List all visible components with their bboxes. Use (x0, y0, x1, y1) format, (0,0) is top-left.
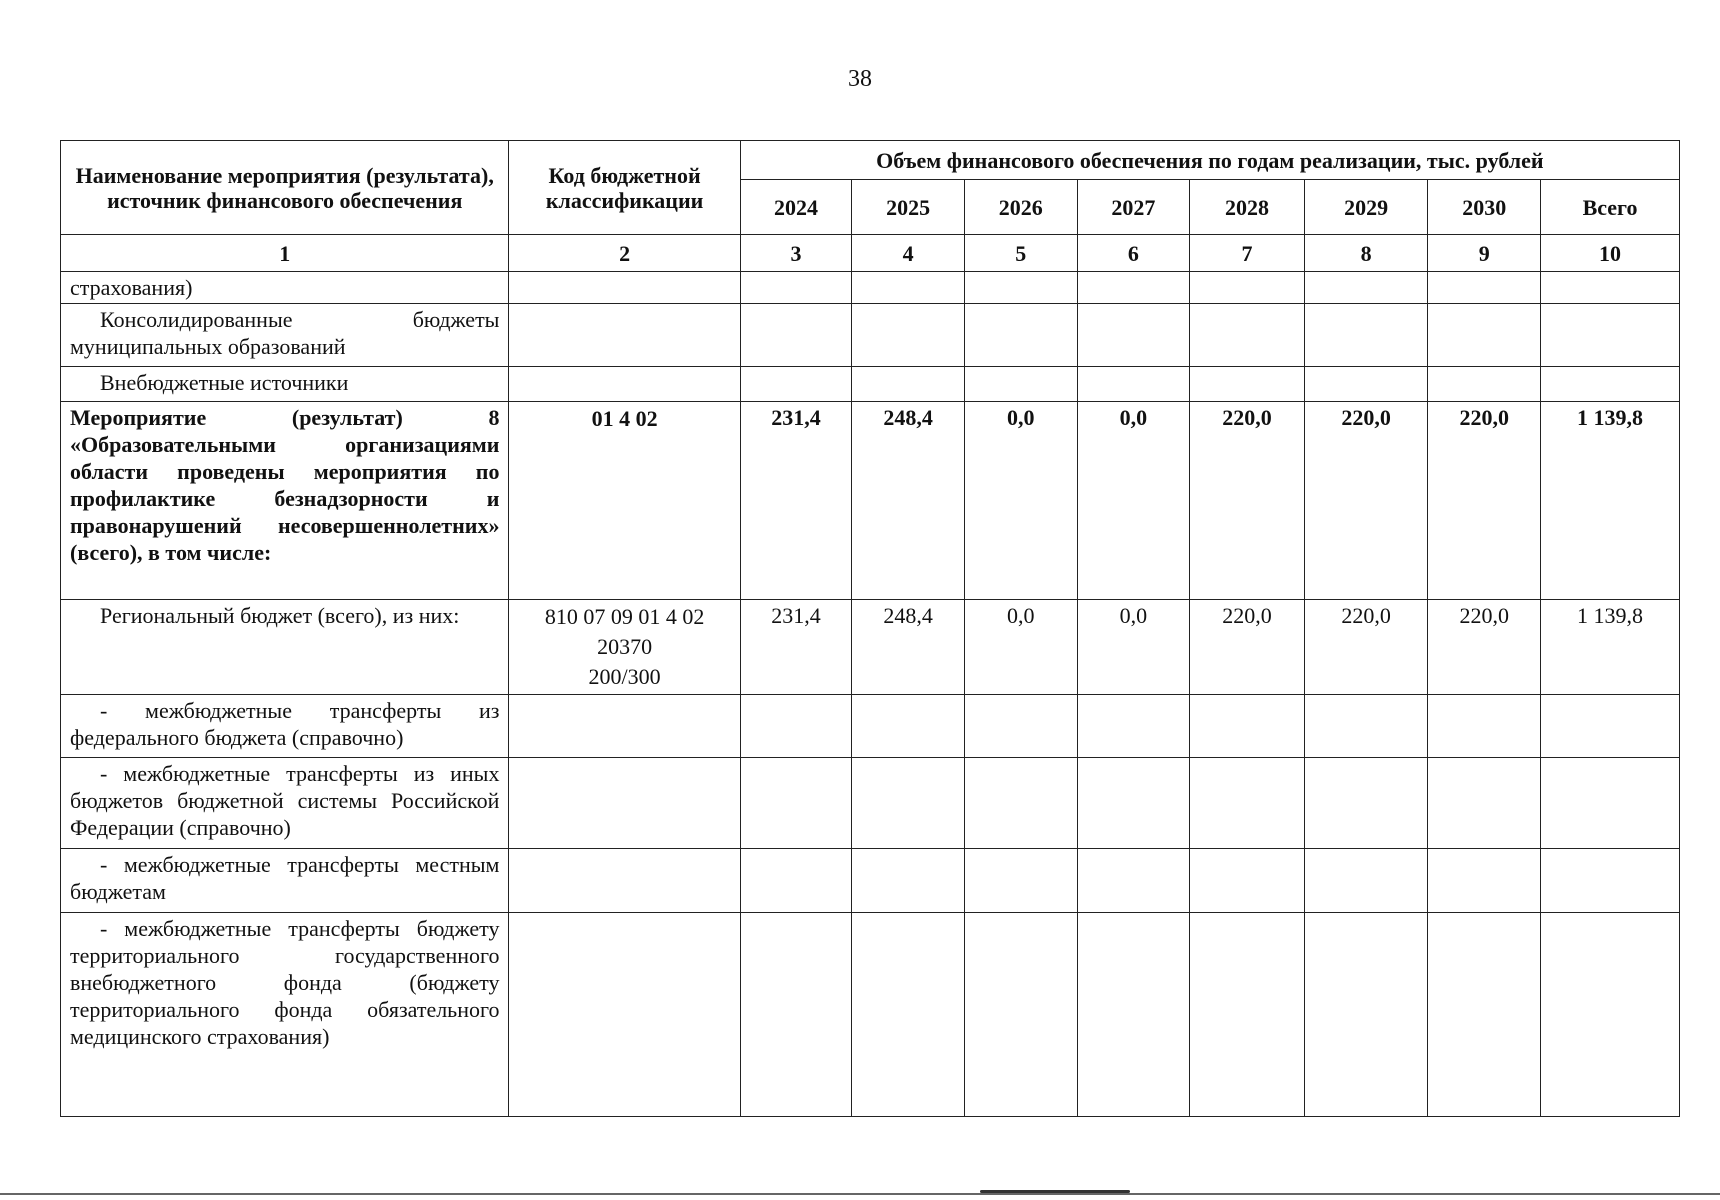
value-cell (852, 272, 965, 304)
row-code (509, 913, 740, 1117)
code-line: 200/300 (588, 664, 661, 689)
table-row (61, 758, 1680, 849)
value-cell-total: 1 139,8 (1541, 402, 1680, 600)
page-bottom-edge (0, 1193, 1720, 1195)
table-row (61, 849, 1680, 913)
value-cell (1541, 272, 1680, 304)
value-cell (1077, 272, 1190, 304)
value-cell (1190, 367, 1305, 402)
value-cell (1428, 367, 1541, 402)
value-cell (1541, 849, 1680, 913)
value-cell (1190, 695, 1305, 758)
row-code (509, 600, 740, 695)
header-year: 2027 (1077, 180, 1190, 235)
row-code (509, 849, 740, 913)
value-cell (852, 304, 965, 367)
column-number: 10 (1541, 235, 1680, 272)
value-cell (1541, 304, 1680, 367)
value-cell: 220,0 (1304, 402, 1428, 600)
value-cell: 220,0 (1190, 402, 1305, 600)
table-row (61, 272, 1680, 304)
row-name: Региональный бюджет (всего), из них: (61, 600, 509, 695)
column-number: 9 (1428, 235, 1541, 272)
value-cell (1428, 695, 1541, 758)
value-cell (740, 272, 852, 304)
header-year: 2029 (1304, 180, 1428, 235)
row-name: - межбюджетные трансферты бюджету территориального государственного внебюджетного фонда (бюджету территориального фонда обязательного медицинского страхования) (61, 913, 509, 1117)
value-cell: 0,0 (964, 600, 1077, 695)
value-cell (964, 758, 1077, 849)
value-cell (852, 913, 965, 1117)
value-cell (964, 272, 1077, 304)
value-cell (964, 367, 1077, 402)
value-cell (740, 849, 852, 913)
table-row-event (61, 402, 1680, 600)
value-cell (852, 849, 965, 913)
value-cell (1077, 304, 1190, 367)
row-name: - межбюджетные трансферты из иных бюджетов бюджетной системы Российской Федерации (справочно) (61, 758, 509, 849)
row-code (509, 367, 740, 402)
value-cell (852, 367, 965, 402)
value-cell: 0,0 (964, 402, 1077, 600)
value-cell-total: 1 139,8 (1541, 600, 1680, 695)
row-code: 01 4 02 (509, 402, 740, 600)
budget-table (60, 140, 1680, 1117)
column-number: 7 (1190, 235, 1305, 272)
row-name: Внебюджетные источники (61, 367, 509, 402)
header-total: Всего (1541, 180, 1680, 235)
column-number: 1 (61, 235, 509, 272)
value-cell: 220,0 (1190, 600, 1305, 695)
value-cell (1541, 695, 1680, 758)
column-number: 8 (1304, 235, 1428, 272)
value-cell (740, 304, 852, 367)
page-number: 38 (848, 66, 872, 92)
value-cell: 220,0 (1428, 402, 1541, 600)
table-row (61, 600, 1680, 695)
value-cell: 248,4 (852, 600, 965, 695)
value-cell (1190, 304, 1305, 367)
value-cell (1428, 758, 1541, 849)
value-cell: 0,0 (1077, 600, 1190, 695)
value-cell: 248,4 (852, 402, 965, 600)
value-cell (1304, 913, 1428, 1117)
value-cell (1190, 849, 1305, 913)
header-year: 2026 (964, 180, 1077, 235)
row-name: Консолидированные бюджеты муниципальных образований (61, 304, 509, 367)
value-cell (1077, 849, 1190, 913)
row-name: - межбюджетные трансферты из федерального бюджета (справочно) (61, 695, 509, 758)
header-year: 2030 (1428, 180, 1541, 235)
row-code (509, 304, 740, 367)
column-number: 3 (740, 235, 852, 272)
value-cell (852, 758, 965, 849)
column-number: 5 (964, 235, 1077, 272)
table-row (61, 304, 1680, 367)
value-cell (964, 695, 1077, 758)
value-cell (1541, 758, 1680, 849)
value-cell (1428, 913, 1541, 1117)
code-line: 20370 (597, 634, 653, 659)
table-row (61, 913, 1680, 1117)
value-cell (1428, 849, 1541, 913)
value-cell (740, 695, 852, 758)
value-cell: 220,0 (1304, 600, 1428, 695)
value-cell (1077, 758, 1190, 849)
header-volume: Объем финансового обеспечения по годам реализации, тыс. рублей (740, 141, 1679, 180)
header-name: Наименование мероприятия (результата), источник финансового обеспечения (61, 141, 509, 235)
column-number: 2 (509, 235, 740, 272)
value-cell (1077, 695, 1190, 758)
code-line: 810 07 09 01 4 02 (544, 604, 705, 629)
row-name: - межбюджетные трансферты местным бюджетам (61, 849, 509, 913)
row-code (509, 272, 740, 304)
value-cell (1190, 758, 1305, 849)
header-year: 2024 (740, 180, 852, 235)
value-cell (964, 304, 1077, 367)
row-code (509, 758, 740, 849)
value-cell (964, 849, 1077, 913)
value-cell (964, 913, 1077, 1117)
value-cell (1304, 695, 1428, 758)
value-cell (1428, 272, 1541, 304)
value-cell (1428, 304, 1541, 367)
row-name: страхования) (61, 272, 509, 304)
value-cell (1304, 758, 1428, 849)
value-cell: 231,4 (740, 600, 852, 695)
value-cell (1077, 913, 1190, 1117)
value-cell (1304, 272, 1428, 304)
header-code: Код бюджетной классификации (509, 141, 740, 235)
value-cell (740, 758, 852, 849)
header-year: 2025 (852, 180, 965, 235)
table-row (61, 367, 1680, 402)
row-code (509, 695, 740, 758)
value-cell (1541, 367, 1680, 402)
event-name: Мероприятие (результат) 8 «Образовательными организациями области проведены мероприятия по профилактике безнадзорности и правонарушений несовершеннолетних» (всего), в том числе: (61, 402, 509, 600)
value-cell (1304, 367, 1428, 402)
value-cell (1190, 913, 1305, 1117)
value-cell: 220,0 (1428, 600, 1541, 695)
table-row (61, 695, 1680, 758)
value-cell (1304, 849, 1428, 913)
value-cell (852, 695, 965, 758)
value-cell (1190, 272, 1305, 304)
column-number: 6 (1077, 235, 1190, 272)
scan-mark (980, 1190, 1130, 1193)
value-cell (740, 913, 852, 1117)
value-cell: 231,4 (740, 402, 852, 600)
value-cell (740, 367, 852, 402)
value-cell (1077, 367, 1190, 402)
value-cell: 0,0 (1077, 402, 1190, 600)
header-year: 2028 (1190, 180, 1305, 235)
value-cell (1541, 913, 1680, 1117)
column-number: 4 (852, 235, 965, 272)
value-cell (1304, 304, 1428, 367)
